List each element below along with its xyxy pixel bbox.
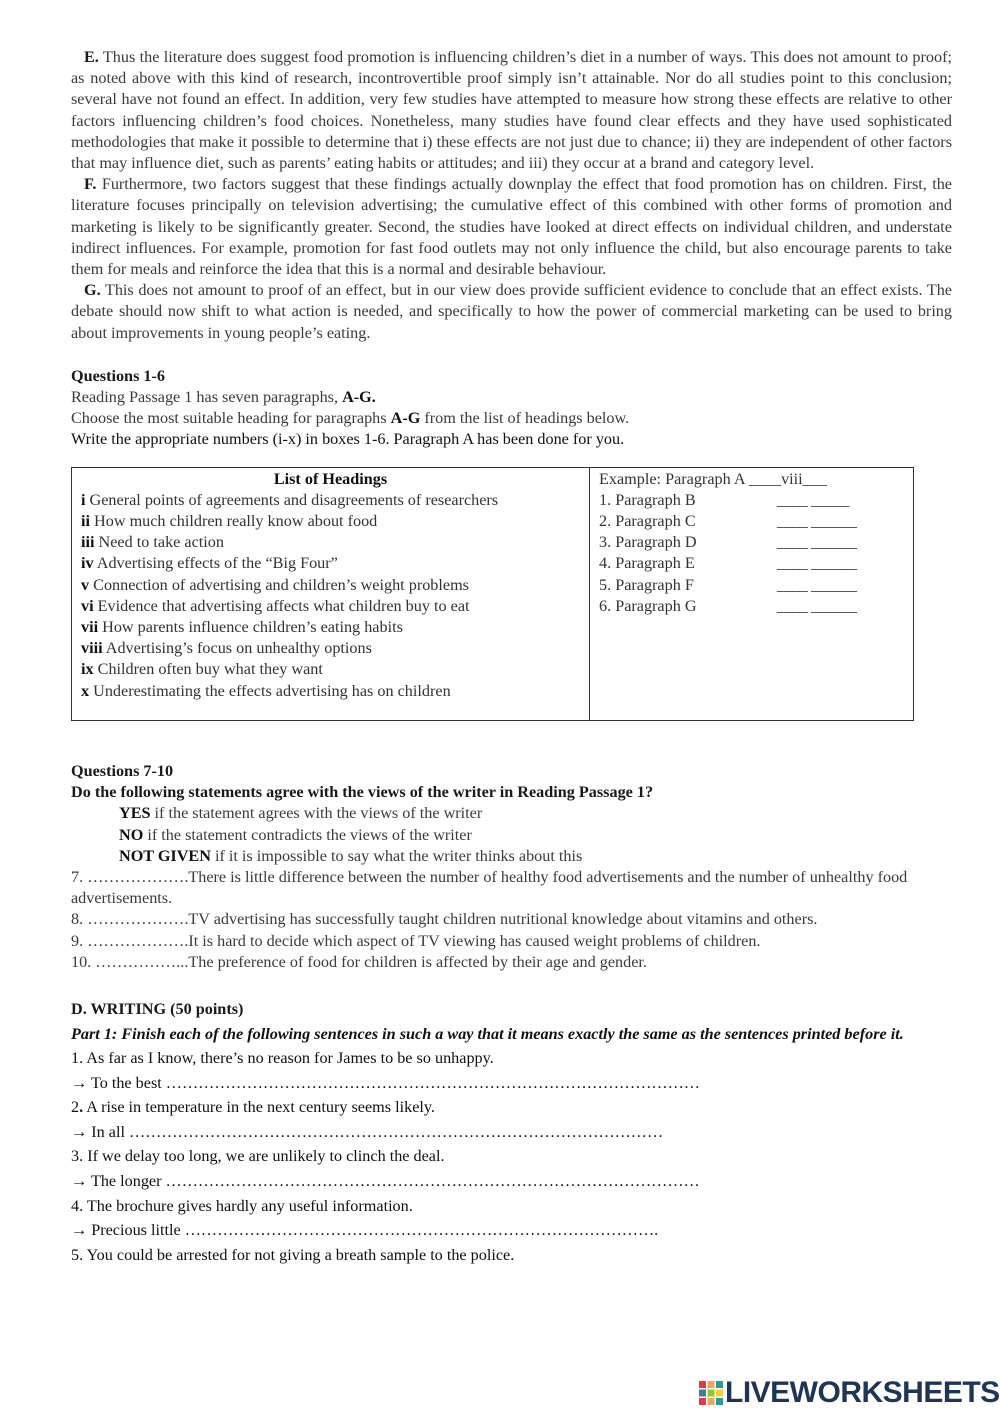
heading-text: How parents influence children’s eating habits xyxy=(102,618,403,637)
section-title: Questions 1-6 xyxy=(71,366,165,385)
heading-number: vii xyxy=(81,618,99,637)
document-page xyxy=(71,47,952,1267)
part-instruction: Part 1: Finish each of the following sentences in such a way that it means exactly the same as the sentences printed before it. xyxy=(71,1024,904,1043)
heading-number: vi xyxy=(81,596,94,615)
section-instruction: Do the following statements agree with the views of the writer in Reading Passage 1? xyxy=(71,783,654,802)
writing-section xyxy=(71,997,952,1268)
statement-10[interactable]: 10. ……………...The preference of food for children is affected by their age and gender. xyxy=(71,952,647,971)
heading-text: Advertising effects of the “Big Four” xyxy=(96,554,338,573)
writing-question-2 xyxy=(71,1095,952,1120)
heading-text: Need to take action xyxy=(98,533,224,552)
answer-blank[interactable]: ____ ______ xyxy=(777,512,857,531)
answer-label: 4. Paragraph E xyxy=(599,554,695,573)
heading-number: i xyxy=(81,490,86,509)
heading-text: Connection of advertising and children’s weight problems xyxy=(93,575,469,594)
heading-number: ix xyxy=(81,660,94,679)
answer-row xyxy=(599,511,913,532)
statement-9[interactable]: 9. ……………….It is hard to decide which aspect of TV viewing has caused weight problems of children. xyxy=(71,931,761,950)
statement-8[interactable]: 8. ……………….TV advertising has successfully taught children nutritional knowledge about vitamins and others. xyxy=(71,910,818,929)
heading-text: Children often buy what they want xyxy=(97,660,323,679)
headings-table xyxy=(71,467,914,721)
list-of-headings xyxy=(72,467,590,720)
heading-text: General points of agreements and disagreements of researchers xyxy=(89,490,499,509)
option-text: if it is impossible to say what the writer thinks about this xyxy=(210,846,583,865)
liveworksheets-logo xyxy=(699,1376,1000,1410)
example-row: Example: Paragraph A ____viii___ xyxy=(599,469,827,488)
heading-number: ii xyxy=(81,512,90,531)
heading-item xyxy=(81,532,589,553)
writing-answer-line-3[interactable]: → The longer ……………………………………………………………………………………… xyxy=(71,1172,700,1191)
answer-row xyxy=(599,596,913,617)
heading-item xyxy=(81,659,589,680)
heading-number: x xyxy=(81,681,90,700)
answer-blank[interactable]: ____ ______ xyxy=(777,533,857,552)
answer-option xyxy=(71,825,952,846)
heading-number: v xyxy=(81,575,90,594)
heading-item xyxy=(81,617,589,638)
writing-question-3: 3. If we delay too long, we are unlikely to clinch the deal. xyxy=(71,1147,445,1166)
heading-text: How much children really know about food xyxy=(94,512,378,531)
heading-text: Evidence that advertising affects what children buy to eat xyxy=(97,596,470,615)
heading-item xyxy=(81,553,589,574)
statement-7[interactable]: 7. ……………….There is little difference between the number of healthy food advertisements and the number of unhealthy food advertisements. xyxy=(71,867,908,908)
answer-column xyxy=(590,467,914,720)
writing-answer-line-1[interactable]: → To the best ……………………………………………………………………………………… xyxy=(71,1073,700,1092)
answer-blank[interactable]: ____ ______ xyxy=(777,554,857,573)
paragraph-e: E. Thus the literature does suggest food promotion is influencing children’s diet in a number of ways. This does not amount to proof; as noted above with this kind of research, incontrovertible proof simply isn’t attainable. Nor do all studies point to this conclusion; several have not found an effect. In addition, very few studies have attempted to measure how strong these effects are relative to other factors influencing children’s food choices. Nonetheless, many studies have found clear effects and they have used sophisticated methodologies that make it possible to determine that i) these effects are not just due to chance; ii) they are independent of other factors that may influence diet, such as parents’ eating habits or attitudes; and iii) they occur at a brand and category level. xyxy=(71,48,952,173)
heading-item xyxy=(81,575,589,596)
section-title: D. WRITING (50 points) xyxy=(71,999,244,1018)
heading-text: Underestimating the effects advertising has on children xyxy=(93,681,451,700)
option-text: if the statement contradicts the views of the writer xyxy=(143,825,472,844)
instruction-line: Reading Passage 1 has seven paragraphs, A-G. xyxy=(71,388,376,407)
logo-text: LIVEWORKSHEETS xyxy=(725,1376,1000,1409)
writing-answer-line-4[interactable]: → Precious little ……………………………………………………………………………. xyxy=(71,1221,659,1240)
answer-blank[interactable]: ____ ______ xyxy=(777,575,857,594)
option-key: NO xyxy=(119,825,144,844)
paragraph-g: G. This does not amount to proof of an effect, but in our view does provide sufficient evidence to conclude that an effect exists. The debate should now shift to what action is needed, and specifically to how the power of commercial marketing can be used to bring about improvements in young people’s eating. xyxy=(71,281,952,342)
answer-blank[interactable]: ____ ______ xyxy=(777,596,857,615)
answer-row xyxy=(599,553,913,574)
answer-label: 1. Paragraph B xyxy=(599,490,696,509)
headings-title: List of Headings xyxy=(273,469,388,488)
writing-question-4: 4. The brochure gives hardly any useful information. xyxy=(71,1196,413,1215)
section-title: Questions 7-10 xyxy=(71,761,174,780)
answer-label: 6. Paragraph G xyxy=(599,596,697,615)
question-number: 2 xyxy=(71,1098,80,1117)
answer-option xyxy=(71,803,952,824)
questions-1-6 xyxy=(71,366,952,721)
heading-number: viii xyxy=(81,639,103,658)
option-key: NOT GIVEN xyxy=(119,846,211,865)
answer-row xyxy=(599,490,913,511)
answer-row xyxy=(599,575,913,596)
answer-label: 3. Paragraph D xyxy=(599,533,697,552)
writing-question-5: 5. You could be arrested for not giving a breath sample to the police. xyxy=(71,1245,515,1264)
heading-item xyxy=(81,490,589,511)
answer-label: 2. Paragraph C xyxy=(599,512,696,531)
instruction-line: Choose the most suitable heading for paragraphs A-G from the list of headings below. xyxy=(71,409,630,428)
questions-7-10 xyxy=(71,761,952,973)
option-text: if the statement agrees with the views of the writer xyxy=(150,804,483,823)
question-dot: . xyxy=(79,1098,84,1117)
heading-number: iii xyxy=(81,533,95,552)
question-text: A rise in temperature in the next century seems likely. xyxy=(83,1098,435,1117)
answer-blank[interactable]: ____ _____ xyxy=(777,490,849,509)
heading-number: iv xyxy=(81,554,94,573)
heading-text: Advertising’s focus on unhealthy options xyxy=(105,639,372,658)
heading-item xyxy=(81,638,589,659)
writing-question-1: 1. As far as I know, there’s no reason for James to be so unhappy. xyxy=(71,1049,494,1068)
answer-row xyxy=(599,532,913,553)
answer-label: 5. Paragraph F xyxy=(599,575,694,594)
writing-answer-line-2[interactable]: → In all ……………………………………………………………………………………… xyxy=(71,1122,664,1141)
heading-item xyxy=(81,681,589,702)
heading-item xyxy=(81,596,589,617)
option-key: YES xyxy=(119,804,151,823)
paragraph-f: F. Furthermore, two factors suggest that these findings actually downplay the effect that food promotion has on children. First, the literature focuses principally on television advertising; the cumulative effect of this combined with other forms of promotion and marketing is likely to be significantly greater. Second, the studies have looked at direct effects on individual children, and understate indirect influences. For example, promotion for fast food outlets may not only influence the child, but also encourage parents to take them for meals and reinforce the idea that this is a normal and desirable behaviour. xyxy=(71,175,952,279)
instruction-line: Write the appropriate numbers (i-x) in boxes 1-6. Paragraph A has been done for you. xyxy=(71,430,625,449)
heading-item xyxy=(81,511,589,532)
logo-grid-icon xyxy=(699,1381,723,1405)
answer-option xyxy=(71,846,952,867)
